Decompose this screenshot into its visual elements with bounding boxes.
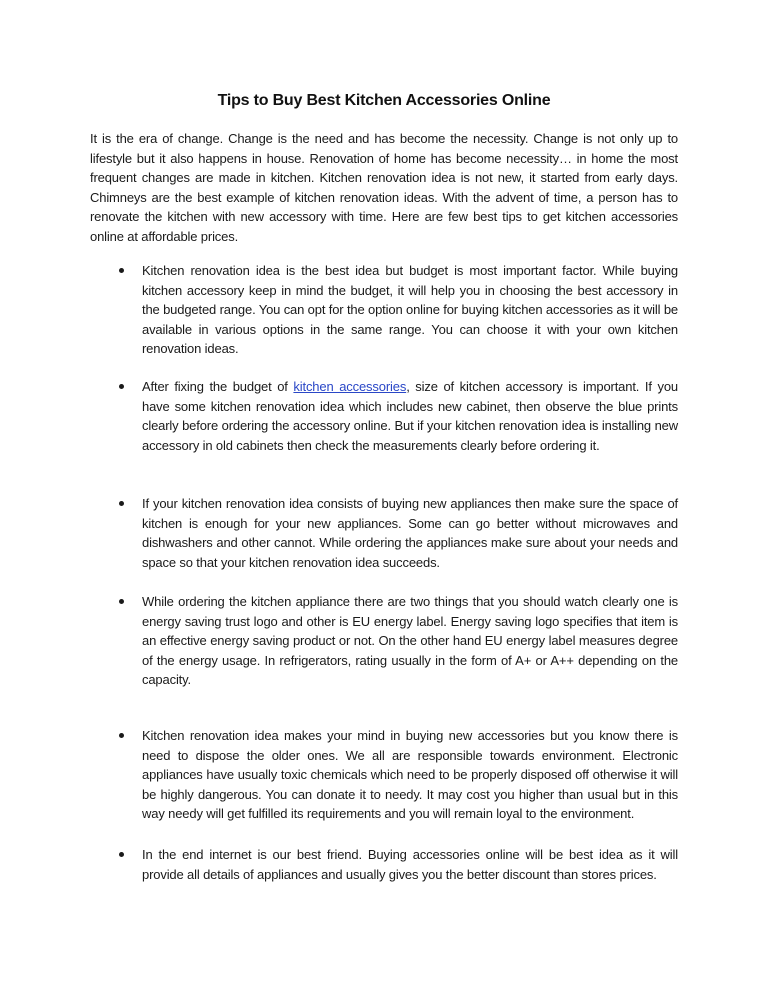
list-item: [142, 377, 678, 455]
bullet-text-before-link: After fixing the budget of: [142, 379, 294, 394]
bullet-icon: [119, 599, 124, 604]
intro-paragraph: It is the era of change. Change is the need and has become the necessity. Change is not only up to lifestyle but it also happens in house. Renovation of home has become necessity… in home the most frequent changes are made in kitchen. Kitchen renovation idea is not new, it started from early days. Chimneys are the best example of kitchen renovation ideas. With the advent of time, a person has to renovate the kitchen with new accessory with time. Here are few best tips to get kitchen accessories online at affordable prices.: [90, 131, 678, 244]
list-item: [142, 261, 678, 359]
bullet-text: Kitchen renovation idea is the best idea but budget is most important factor. While buying kitchen accessory keep in mind the budget, it will help you in choosing the best accessory in the budgeted range. You can opt for the option online for buying kitchen accessories as it will be available in various options in the same range. You can choose it with your own kitchen renovation ideas.: [142, 263, 678, 356]
bullet-text: If your kitchen renovation idea consists of buying new appliances then make sure the space of kitchen is enough for your new appliances. Some can go better without microwaves and dishwashers and other cannot. While ordering the appliances make sure about your needs and space so that your kitchen renovation idea succeeds.: [142, 496, 678, 570]
list-item: [142, 726, 678, 824]
document-title: Tips to Buy Best Kitchen Accessories Online: [217, 92, 551, 109]
bullet-text-after-link: , size of kitchen accessory is important. If you have some kitchen renovation idea which includes new cabinet, then observe the blue prints clearly before ordering the accessory online. But if your kitchen renovation idea is installing new accessory in old cabinets then check the measurements clearly before ordering it.: [142, 379, 678, 453]
bullet-text: In the end internet is our best friend. Buying accessories online will be best idea as it will provide all details of appliances and usually gives you the better discount than stores prices.: [142, 847, 678, 882]
list-item: [142, 845, 678, 884]
bullet-text: Kitchen renovation idea makes your mind in buying new accessories but you know there is need to dispose the older ones. We all are responsible towards environment. Electronic appliances have usually toxic chemicals which need to be properly disposed off otherwise it will be highly dangerous. You can donate it to needy. It may cost you higher than usual but in this way needy will get fulfilled its requirements and you will remain loyal to the environment.: [142, 728, 678, 821]
list-item: [142, 494, 678, 572]
bullet-icon: [119, 384, 124, 389]
kitchen-accessories-link[interactable]: kitchen accessories: [293, 379, 407, 394]
bullet-icon: [119, 501, 124, 506]
list-item: [142, 592, 678, 690]
bullet-icon: [119, 268, 124, 273]
bullet-icon: [119, 733, 124, 738]
bullet-icon: [119, 852, 124, 857]
bullet-text: While ordering the kitchen appliance there are two things that you should watch clearly one is energy saving trust logo and other is EU energy label. Energy saving logo specifies that item is an effective energy saving product or not. On the other hand EU energy label measures degree of the energy usage. In refrigerators, rating usually in the form of A+ or A++ depending on the capacity.: [142, 594, 678, 687]
